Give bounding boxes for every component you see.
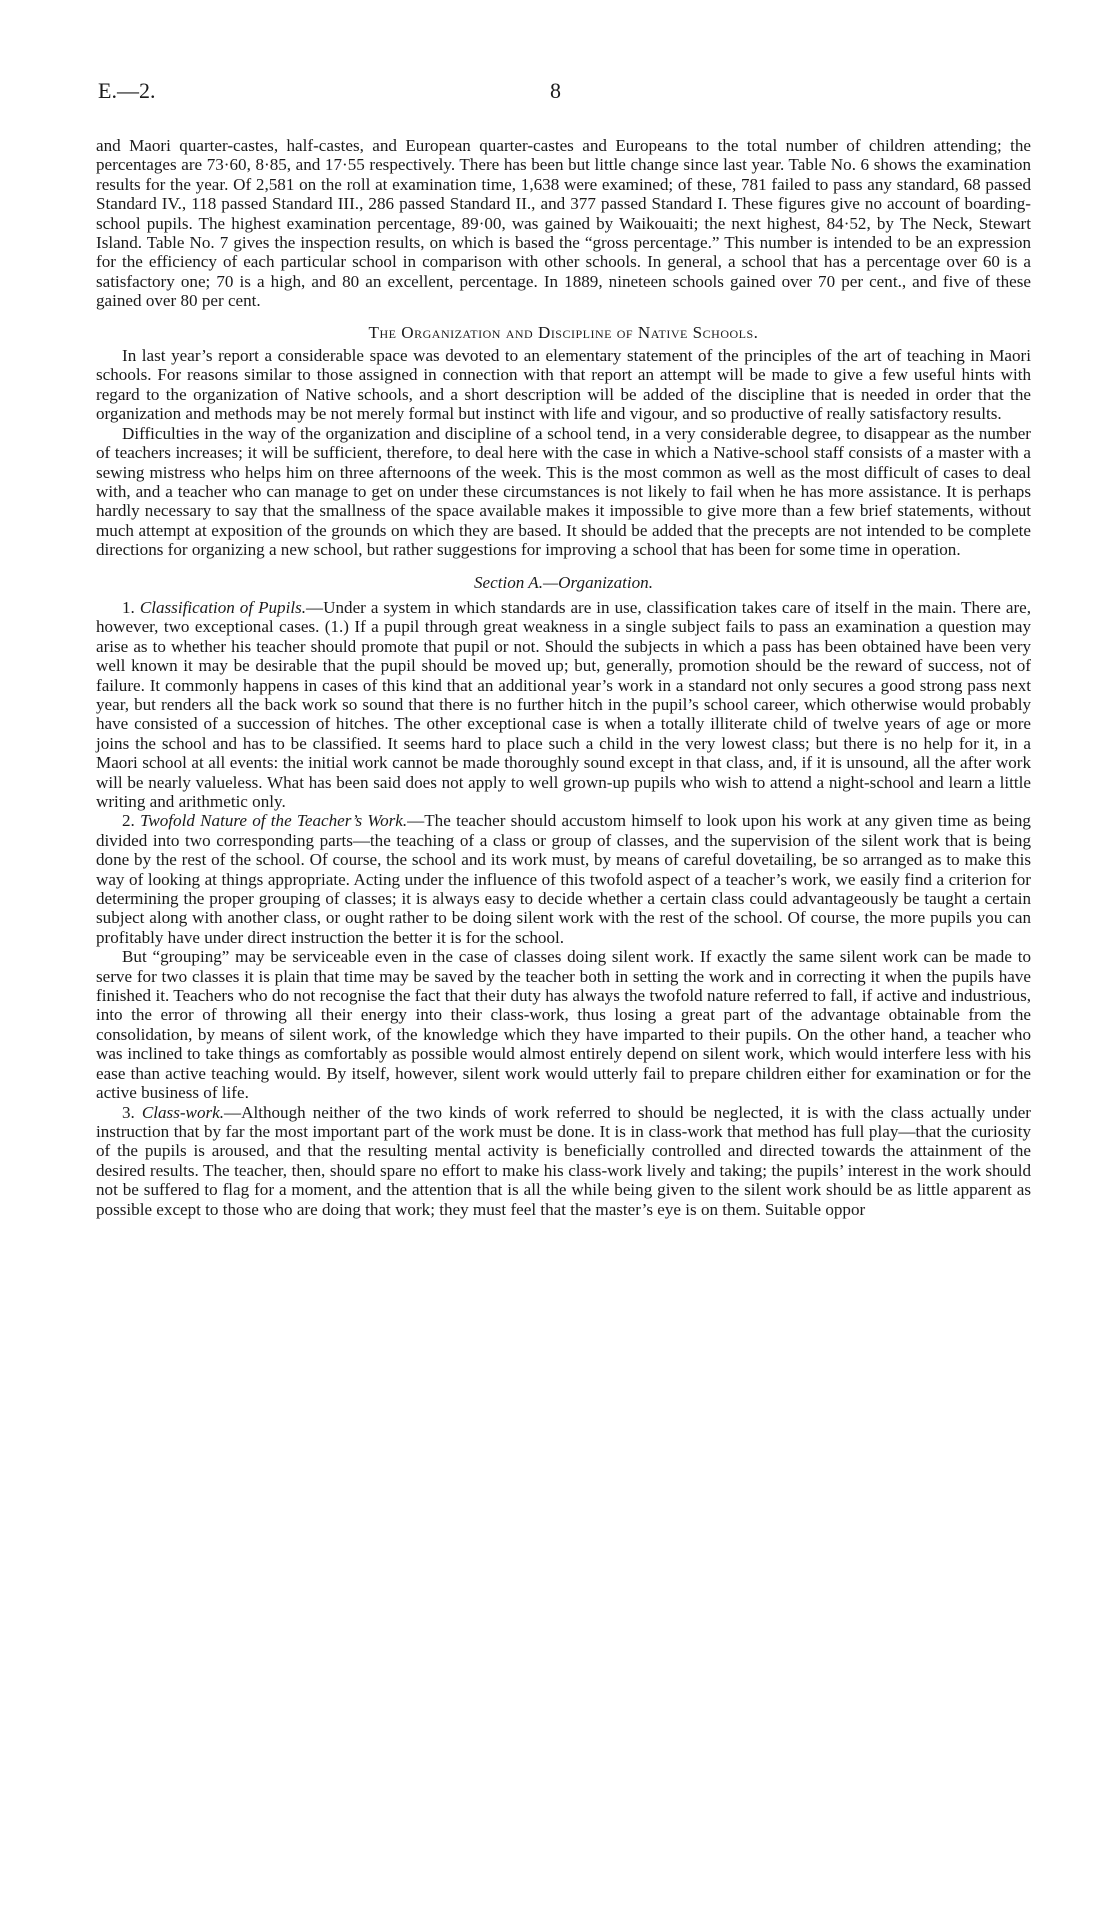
section-a-heading: Section A.—Organization. bbox=[473, 572, 653, 592]
grouping-paragraph: But “grouping” may be serviceable even in the case of classes doing silent work. If exactly the same silent work can be made to serve for two classes it is plain that time may be saved by the teacher both in setting the work and in correcting it when the pupils have finished it. Teachers who do not recognise the fact that their duty has always the twofold nature referred to fall, if active and industrious, into the error of throwing all their energy into their class-work, thus losing a great part of the advantage obtainable from the consolidation, by means of silent work, of the knowledge which they have imparted to their pupils. On the other hand, a teacher who was inclined to take things as comfortably as possible would almost entirely depend on silent work, which would interfere less with his ease than active teaching would. By itself, however, silent work would utterly fail to prepare children either for examination or for the active business of life. bbox=[96, 947, 1031, 1103]
item-title: Class-work. bbox=[141, 1102, 225, 1122]
item-text: —Under a system in which standards are in use, classification takes care of itself in the main. There are, however, two exceptional cases. (1.) If a pupil through great weakness in a single subject fails to pass an examination a question may arise as to whether his teacher should promote that pupil or not. Should the subjects in which a pass has been obtained have been very well known it may be desirable that the pupil should be moved up; but, generally, promotion should be the reward of success, not of failure. It commonly happens in cases of this kind that an additional year’s work in a standard not only secures a good strong pass next year, but renders all the back work so sound that there is no further hitch in the pupil’s school career, which otherwise would probably have consisted of a succession of hitches. The other exceptional case is when a totally illiterate child of twelve years of age or more joins the school and has to be classified. It seems hard to place such a child in the very lowest class; but there is no help for it, in a Maori school at all events: the initial work cannot be made thoroughly sound except in that class, and, if it is unsound, all the after work will be nearly valueless. What has been said does not apply to well grown-up pupils who wish to attend a night-school and learn a little writing and arithmetic only. bbox=[96, 597, 1032, 811]
section-title: The Organization and Discipline of Native Schools. bbox=[368, 322, 759, 342]
item-text: —The teacher should accustom himself to look upon his work at any given time as being divided into two corresponding parts—the teaching of a class or group of classes, and the supervision of the silent work that is being done by the rest of the school. Of course, the school and its work must, by means of careful dovetailing, be so arranged as to make this way of looking at things appropriate. Acting under the influence of this twofold aspect of a teacher’s work, we easily find a criterion for determining the proper grouping of classes; it is always easy to decide whether a certain class could advantageously be taught a certain subject along with another class, or ought rather to be doing silent work with the rest of the school. Of course, the more pupils you can profitably have under direct instruction the better it is for the school. bbox=[96, 811, 1031, 947]
classification-paragraph bbox=[96, 598, 1031, 811]
page-header bbox=[98, 78, 1033, 108]
item-number: 3. bbox=[122, 1102, 135, 1122]
item-number: 2. bbox=[122, 811, 135, 831]
item-title: Classification of Pupils. bbox=[139, 597, 307, 617]
intro-paragraph: and Maori quarter-castes, half-castes, and European quarter-castes and Europeans to the total number of children attending; the percentages are 73·60, 8·85, and 17·55 respectively. There has been but little change since last year. Table No. 6 shows the examination results for the year. Of 2,581 on the roll at examination time, 1,638 were examined; of these, 781 failed to pass any standard, 68 passed Standard IV., 118 passed Standard III., 286 passed Standard II., and 377 passed Standard I. These figures give no account of boarding-school pupils. The highest examination percentage, 89·00, was gained by Waikouaiti; the next highest, 84·52, by The Neck, Stewart Island. Table No. 7 gives the inspection results, on which is based the “gross percentage.” This number is intended to be an expression for the efficiency of each particular school in comparison with other schools. In general, a school that has a percentage over 60 is a satisfactory one; 70 is a high, and 80 an excellent, percentage. In 1889, nineteen schools gained over 70 per cent., and five of these gained over 80 per cent. bbox=[96, 136, 1031, 311]
document-reference: E.—2. bbox=[98, 78, 156, 103]
twofold-nature-paragraph bbox=[96, 811, 1031, 947]
organization-paragraph-1: In last year’s report a considerable space was devoted to an elementary statement of the principles of the art of teaching in Maori schools. For reasons similar to those assigned in connection with that report an attempt will be made to give a few useful hints with regard to the organization of Native schools, and a short description will be added of the discipline that is needed in order that the organization and methods may be not merely formal but instinct with life and vigour, and so productive of really satisfactory results. bbox=[96, 346, 1031, 424]
page-number: 8 bbox=[550, 78, 561, 103]
organization-paragraph-2: Difficulties in the way of the organization and discipline of a school tend, in a very considerable degree, to disappear as the number of teachers increases; it will be sufficient, therefore, to deal here with the case in which a Native-school staff consists of a master with a sewing mistress who helps him on three afternoons of the week. This is the most common as well as the most difficult of cases to deal with, and a teacher who can manage to get on under these circumstances is not likely to fail when he has more assistance. It is perhaps hardly necessary to say that the smallness of the space available makes it impossible to give more than a few brief statements, without much attempt at exposition of the grounds on which they are based. It should be added that the precepts are not intended to be complete directions for organizing a new school, but rather suggestions for improving a school that has been for some time in operation. bbox=[96, 423, 1031, 560]
item-text: —Although neither of the two kinds of work referred to should be neglected, it is with the class actually under instruction that by far the most important part of the work must be done. It is in class-work that method has full play—that the curiosity of the pupils is aroused, and that the resulting mental activity is beneficially controlled and directed towards the attainment of the desired results. The teacher, then, should spare no effort to make his class-work lively and taking; the pupils’ interest in the work should not be suffered to flag for a moment, and the attention that is all the while being given to the silent work should be as little apparent as possible except to those who are doing that work; they must feel that the master’s eye is on them. Suitable oppor bbox=[96, 1102, 1032, 1219]
item-title: Twofold Nature of the Teacher’s Work. bbox=[140, 811, 408, 831]
page-body bbox=[96, 136, 1031, 1219]
item-number: 1. bbox=[122, 597, 135, 617]
class-work-paragraph bbox=[96, 1103, 1031, 1219]
